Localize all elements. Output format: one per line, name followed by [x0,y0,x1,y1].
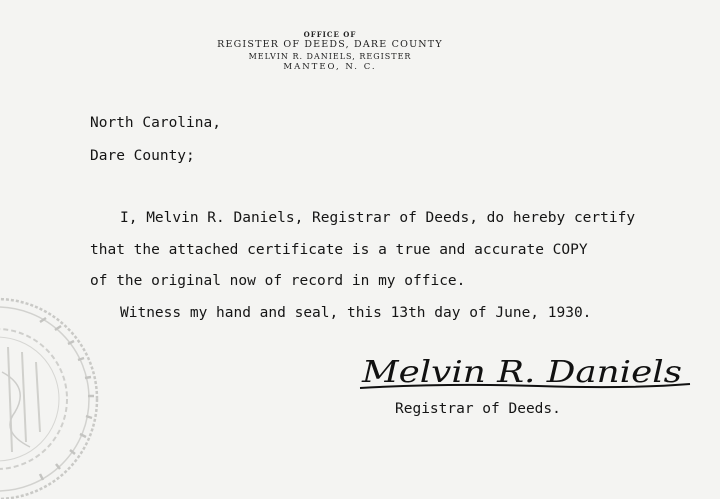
county-line: Dare County; [90,148,195,164]
embossed-seal-icon [0,292,105,499]
witness-line: Witness my hand and seal, this 13th day of June, 1930. [120,305,592,321]
letterhead-office-of: OFFICE OF [303,30,357,39]
certification-line-3: of the original now of record in my office. [90,273,466,289]
signature-title: Registrar of Deeds. [395,401,561,417]
letterhead-register-name: MELVIN R. DANIELS, REGISTER [248,52,412,61]
letterhead [205,30,455,73]
signature-icon [358,350,698,398]
letterhead-town: MANTEO, N. C. [283,62,377,72]
letterhead-register-line: REGISTER OF DEEDS, DARE COUNTY [217,39,443,50]
certification-line-2: that the attached certificate is a true and accurate COPY [90,242,588,258]
state-line: North Carolina, [90,115,221,131]
certification-line-1: I, Melvin R. Daniels, Registrar of Deeds, do hereby certify [120,210,636,226]
handwritten-signature: Melvin R. Daniels [360,355,682,390]
